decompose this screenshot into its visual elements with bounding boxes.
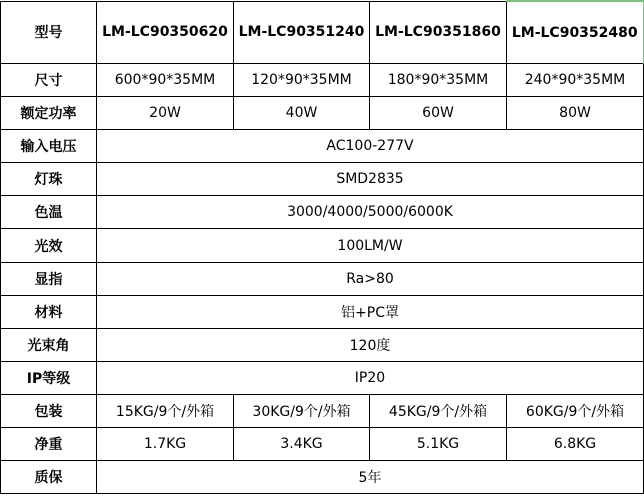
merged-value-cell: 100LM/W [97, 229, 644, 262]
merged-value-cell: 5年 [97, 461, 644, 494]
value-cell: 600*90*35MM [97, 64, 234, 97]
row-label: 净重 [1, 428, 97, 461]
row-label: 尺寸 [1, 64, 97, 97]
row-label: 光效 [1, 229, 97, 262]
table-row-net-weight [1, 428, 644, 461]
value-cell: 20W [97, 97, 234, 130]
table-row-voltage [1, 130, 644, 163]
merged-value-cell: 3000/4000/5000/6000K [97, 196, 644, 229]
merged-value-cell: Ra>80 [97, 262, 644, 295]
table-row-power [1, 97, 644, 130]
row-label: 光束角 [1, 328, 97, 361]
model-cell: LM-LC90351240 [234, 1, 370, 64]
table-row-efficacy [1, 229, 644, 262]
row-label: 额定功率 [1, 97, 97, 130]
model-cell: LM-LC90352480 [507, 1, 644, 64]
model-cell: LM-LC90351860 [370, 1, 507, 64]
model-cell: LM-LC90350620 [97, 1, 234, 64]
value-cell: 5.1KG [370, 428, 507, 461]
row-label: 灯珠 [1, 163, 97, 196]
row-label: 显指 [1, 262, 97, 295]
table-row-cri [1, 262, 644, 295]
row-label: 色温 [1, 196, 97, 229]
row-label: 质保 [1, 461, 97, 494]
row-label: 材料 [1, 295, 97, 328]
table-row-packing [1, 394, 644, 427]
value-cell: 180*90*35MM [370, 64, 507, 97]
table-row-beam-angle [1, 328, 644, 361]
table-row-cct [1, 196, 644, 229]
table-row-size [1, 64, 644, 97]
merged-value-cell: IP20 [97, 361, 644, 394]
table-row-led [1, 163, 644, 196]
value-cell: 120*90*35MM [234, 64, 370, 97]
header-label-cell: 型号 [1, 1, 97, 64]
merged-value-cell: 120度 [97, 328, 644, 361]
value-cell: 3.4KG [234, 428, 370, 461]
value-cell: 6.8KG [507, 428, 644, 461]
merged-value-cell: SMD2835 [97, 163, 644, 196]
merged-value-cell: AC100-277V [97, 130, 644, 163]
value-cell: 60KG/9个/外箱 [507, 394, 644, 427]
value-cell: 15KG/9个/外箱 [97, 394, 234, 427]
row-label: IP等级 [1, 361, 97, 394]
value-cell: 60W [370, 97, 507, 130]
value-cell: 30KG/9个/外箱 [234, 394, 370, 427]
row-label: 输入电压 [1, 130, 97, 163]
value-cell: 80W [507, 97, 644, 130]
table-row-warranty [1, 461, 644, 494]
header-row [1, 1, 644, 64]
table-row-ip [1, 361, 644, 394]
row-label: 包装 [1, 394, 97, 427]
value-cell: 1.7KG [97, 428, 234, 461]
merged-value-cell: 铝+PC罩 [97, 295, 644, 328]
table-row-material [1, 295, 644, 328]
value-cell: 240*90*35MM [507, 64, 644, 97]
value-cell: 45KG/9个/外箱 [370, 394, 507, 427]
value-cell: 40W [234, 97, 370, 130]
